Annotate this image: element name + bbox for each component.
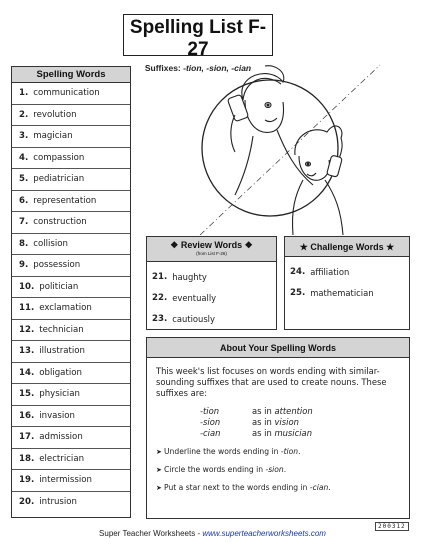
as-in-text: as in — [252, 428, 275, 438]
word-number: 12. — [19, 324, 35, 335]
girl-figure — [292, 126, 343, 235]
review-words-subheading: (from List F-26) — [196, 251, 227, 256]
word-text: collision — [33, 238, 68, 249]
word-number: 18. — [19, 453, 35, 464]
example-word: musician — [274, 428, 312, 438]
list-item — [12, 212, 130, 234]
word-text: possession — [33, 260, 81, 271]
list-item — [156, 483, 409, 493]
illustration-circle — [202, 80, 338, 216]
list-item — [12, 384, 130, 406]
table-row — [200, 406, 313, 417]
word-number: 23. — [152, 313, 168, 324]
spelling-words-heading: Spelling Words — [12, 67, 130, 83]
list-item — [12, 341, 130, 363]
as-in-text: as in — [252, 406, 275, 416]
word-number: 2. — [19, 109, 29, 120]
word-text: pediatrician — [33, 174, 85, 185]
instruction-suffix: -sion — [265, 465, 284, 474]
example-word: vision — [274, 417, 299, 427]
review-words-box — [146, 236, 277, 330]
instruction-text: Circle the words ending in — [164, 465, 266, 474]
spelling-words-box — [11, 66, 131, 518]
list-item — [290, 261, 409, 282]
word-number: 1. — [19, 88, 29, 99]
word-text: compassion — [33, 152, 85, 163]
page-title: Spelling List F-27 — [129, 17, 267, 60]
title-box — [123, 14, 273, 73]
word-number: 24. — [290, 266, 306, 277]
list-item — [12, 470, 130, 492]
suffix-cell: -tion — [200, 406, 220, 416]
subtitle-prefix: Suffixes: — [144, 63, 184, 73]
list-item — [12, 492, 130, 514]
instruction-end: . — [328, 483, 331, 492]
table-row — [200, 428, 313, 439]
table-row — [200, 417, 313, 428]
word-number: 22. — [152, 292, 168, 303]
word-text: communication — [33, 88, 100, 99]
divider-line — [200, 65, 380, 235]
word-number: 8. — [19, 238, 29, 249]
word-text: cautiously — [172, 313, 215, 324]
word-text: intrusion — [39, 497, 77, 508]
example-cell — [252, 417, 313, 428]
boy-figure — [227, 66, 313, 195]
word-number: 10. — [19, 281, 35, 292]
word-number: 15. — [19, 389, 35, 400]
word-number: 11. — [19, 303, 35, 314]
word-text: politician — [39, 281, 79, 292]
word-text: intermission — [39, 475, 92, 486]
review-word-list — [147, 262, 276, 329]
word-text: revolution — [33, 109, 77, 120]
list-item — [12, 320, 130, 342]
list-item — [290, 282, 409, 303]
list-item — [12, 277, 130, 299]
about-words-heading: About Your Spelling Words — [147, 338, 409, 358]
instruction-suffix: -tion — [280, 447, 299, 456]
word-number: 21. — [152, 271, 168, 282]
word-text: invasion — [39, 410, 75, 421]
word-number: 20. — [19, 497, 35, 508]
suffix-cell: -cian — [200, 428, 221, 438]
word-number: 3. — [19, 131, 29, 142]
suffix-table — [200, 406, 313, 439]
review-words-header — [147, 237, 276, 262]
word-number: 6. — [19, 195, 29, 206]
instruction-text: Put a star next to the words ending in — [164, 483, 310, 492]
word-text: physician — [39, 389, 80, 400]
list-item — [12, 255, 130, 277]
list-item — [156, 465, 409, 475]
word-text: affiliation — [310, 266, 350, 277]
example-cell — [252, 406, 313, 417]
word-text: admission — [39, 432, 83, 443]
word-text: haughty — [172, 271, 207, 282]
word-number: 25. — [290, 287, 306, 298]
word-text: mathematician — [310, 287, 374, 298]
about-words-box — [146, 337, 410, 519]
word-number: 9. — [19, 260, 29, 271]
list-item — [12, 105, 130, 127]
spelling-word-list — [12, 83, 130, 513]
list-item — [12, 363, 130, 385]
word-text: eventually — [172, 292, 217, 303]
phone-call-illustration — [195, 60, 395, 240]
word-text: electrician — [39, 453, 85, 464]
word-text: technician — [39, 324, 84, 335]
word-number: 14. — [19, 367, 35, 378]
word-number: 17. — [19, 432, 35, 443]
example-cell — [252, 428, 313, 439]
list-item — [12, 83, 130, 105]
list-item — [12, 191, 130, 213]
suffix-cell: -sion — [200, 417, 221, 427]
footer — [0, 529, 425, 538]
footer-text: Super Teacher Worksheets - — [99, 529, 203, 538]
word-number: 16. — [19, 410, 35, 421]
word-number: 19. — [19, 475, 35, 486]
footer-link[interactable]: www.superteacherworksheets.com — [202, 529, 326, 538]
instruction-end: . — [298, 447, 301, 456]
word-text: representation — [33, 195, 97, 206]
review-words-heading: ❖ Review Words ❖ — [170, 240, 253, 250]
arrow-icon: ➤ — [156, 448, 162, 456]
example-word: attention — [274, 406, 313, 416]
list-item — [12, 427, 130, 449]
list-item — [12, 126, 130, 148]
word-number: 7. — [19, 217, 29, 228]
list-item — [156, 447, 409, 457]
list-item — [12, 449, 130, 471]
list-item — [152, 266, 276, 287]
as-in-text: as in — [252, 417, 275, 427]
word-text: construction — [33, 217, 87, 228]
arrow-icon: ➤ — [156, 484, 162, 492]
word-number: 5. — [19, 174, 29, 185]
instruction-suffix: -cian — [309, 483, 329, 492]
challenge-words-heading: ★ Challenge Words ★ — [285, 237, 409, 257]
list-item — [12, 298, 130, 320]
list-item — [12, 148, 130, 170]
list-item — [12, 406, 130, 428]
list-item — [12, 234, 130, 256]
arrow-icon: ➤ — [156, 466, 162, 474]
worksheet-code: 200312 — [375, 522, 409, 531]
challenge-word-list — [285, 257, 409, 303]
word-number: 13. — [19, 346, 35, 357]
instruction-text: Underline the words ending in — [164, 447, 281, 456]
word-text: magician — [33, 131, 73, 142]
about-paragraph: This week's list focuses on words ending with similar-sounding suffixes that are used to create nouns. These suffixes are: — [156, 366, 387, 398]
illustration-svg — [195, 60, 395, 240]
word-text: illustration — [39, 346, 85, 357]
word-text: obligation — [39, 367, 82, 378]
list-item — [152, 308, 276, 329]
word-text: exclamation — [39, 303, 92, 314]
instruction-end: . — [283, 465, 287, 474]
challenge-words-box — [284, 236, 410, 330]
word-number: 4. — [19, 152, 29, 163]
list-item — [12, 169, 130, 191]
list-item — [152, 287, 276, 308]
subtitle-suffixes: -tion, -sion, -cian — [183, 63, 252, 73]
instruction-list — [147, 447, 409, 493]
